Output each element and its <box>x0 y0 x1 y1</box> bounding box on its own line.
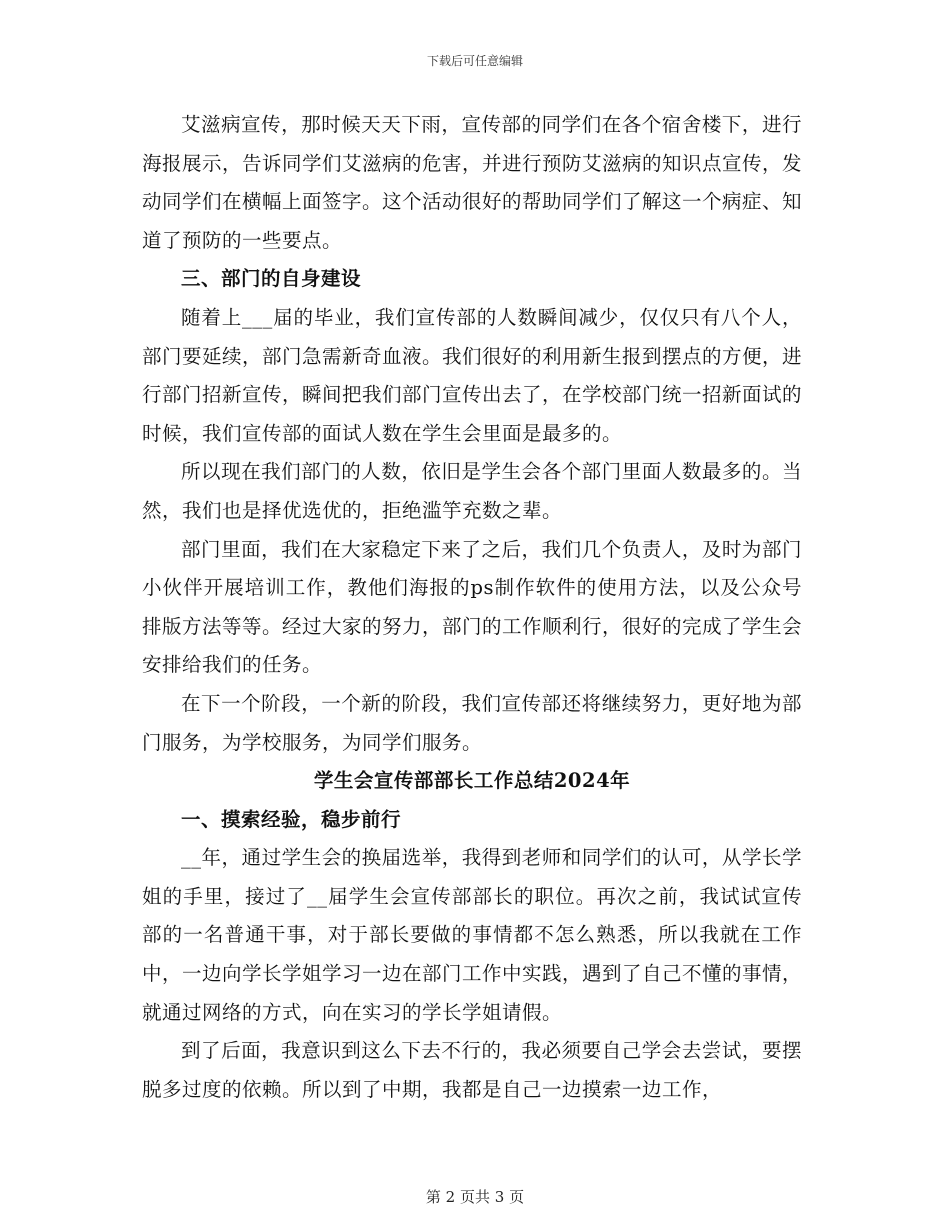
paragraph-recruitment: 随着上___届的毕业，我们宣传部的人数瞬间减少，仅仅只有八个人，部门要延续，部门急需新奇血液。我们很好的利用新生报到摆点的方便，进行部门招新宣传，瞬间把我们部门宣传出去了，在学校部门统一招新面试的时候，我们宣传部的面试人数在学生会里面是最多的。 <box>142 305 803 445</box>
document-title: 学生会宣传部部长工作总结2024年 <box>313 769 631 793</box>
section-heading-self-building: 三、部门的自身建设 <box>181 267 362 291</box>
paragraph-member-count: 所以现在我们部门的人数，依旧是学生会各个部门里面人数最多的。当然，我们也是择优选优的，拒绝滥竽充数之辈。 <box>142 460 802 522</box>
page-header: 下载后可任意编辑 <box>426 54 523 68</box>
page-footer: 第 2 页共 3 页 <box>425 1188 525 1206</box>
section-heading-explore: 一、摸索经验，稳步前行 <box>181 807 402 831</box>
paragraph-election: __年，通过学生会的换届选举，我得到老师和同学们的认可，从学长学姐的手里，接过了__届学生会宣传部部长的职位。再次之前，我试试宣传部的一名普通干事，对于部长要做的事情都不怎么熟悉，所以我就在工作中，一边向学长学姐学习一边在部门工作中实践，遇到了自己不懂的事情，就通过网络的方式，向在实习的学长学姐请假。 <box>142 846 803 1024</box>
document-body <box>142 106 802 1109</box>
paragraph-aids-campaign: 艾滋病宣传，那时候天天下雨，宣传部的同学们在各个宿舍楼下，进行海报展示，告诉同学们艾滋病的危害，并进行预防艾滋病的知识点宣传，发动同学们在横幅上面签字。这个活动很好的帮助同学们了解这一个病症、知道了预防的一些要点。 <box>142 113 803 252</box>
paragraph-training: 部门里面，我们在大家稳定下来了之后，我们几个负责人，及时为部门小伙伴开展培训工作，教他们海报的ps制作软件的使用方法，以及公众号排版方法等等。经过大家的努力，部门的工作顺利行，很好的完成了学生会安排给我们的任务。 <box>142 537 803 677</box>
paragraph-independence: 到了后面，我意识到这么下去不行的，我必须要自己学会去尝试，要摆脱多过度的依赖。所以到了中期，我都是自己一边摸索一边工作， <box>142 1039 802 1101</box>
paragraph-next-stage: 在下一个阶段，一个新的阶段，我们宣传部还将继续努力，更好地为部门服务，为学校服务，为同学们服务。 <box>142 691 802 754</box>
